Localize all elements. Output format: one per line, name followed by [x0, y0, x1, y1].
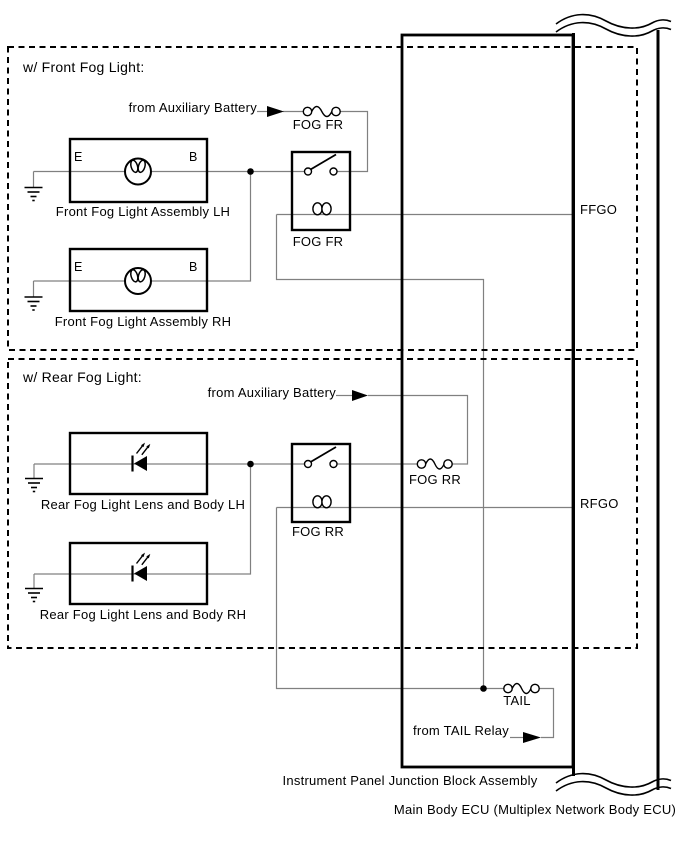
wire-front-lamp-rh: [34, 172, 251, 282]
relay-switch-icon: [305, 155, 338, 176]
flow-arrow-icon: [352, 390, 368, 401]
ecu-caption: Main Body ECU (Multiplex Network Body ECU): [393, 802, 677, 817]
front-battery-source-label: from Auxiliary Battery: [128, 100, 257, 115]
led-icon: [133, 553, 151, 582]
ecu-bottom-break-icon: [556, 774, 671, 795]
bulb-icon: [125, 159, 151, 185]
wire-front-coil-feed: [277, 215, 484, 689]
fuse-icon: [504, 684, 539, 694]
wire-tail-fuse-to-relay: [539, 689, 554, 738]
rear-section-title: w/ Rear Fog Light:: [23, 369, 142, 385]
terminal-b-label: B: [189, 150, 198, 164]
ecu-top-break-icon: [556, 15, 671, 36]
terminal-e-label: E: [74, 260, 83, 274]
fuse-icon: [417, 459, 452, 469]
rear-lamp-rh-label: Rear Fog Light Lens and Body RH: [39, 607, 247, 622]
rear-fuse-label: FOG RR: [408, 472, 462, 487]
rear-relay-label: FOG RR: [291, 524, 345, 539]
ground-icon: [25, 297, 43, 310]
ground-icon: [25, 479, 43, 492]
ffgo-terminal-label: FFGO: [580, 202, 618, 217]
wire-rear-battery-to-fuse: [368, 396, 468, 465]
front-section-title: w/ Front Fog Light:: [23, 59, 145, 75]
led-icon: [133, 443, 151, 472]
junction-block-caption: Instrument Panel Junction Block Assembly: [282, 773, 538, 788]
rear-battery-source-label: from Auxiliary Battery: [207, 385, 336, 400]
bulb-icon: [125, 268, 151, 294]
ground-icon: [25, 589, 43, 602]
tail-relay-source-label: from TAIL Relay: [413, 723, 509, 738]
front-lamp-rh-label: Front Fog Light Assembly RH: [54, 314, 232, 329]
flow-arrow-icon: [523, 732, 541, 743]
fuse-icon: [303, 107, 340, 117]
rear-lamp-lh-label: Rear Fog Light Lens and Body LH: [40, 497, 246, 512]
front-lamp-lh-label: Front Fog Light Assembly LH: [55, 204, 231, 219]
terminal-b-label: B: [189, 260, 198, 274]
front-fuse-label: FOG FR: [292, 117, 344, 132]
front-relay-label: FOG FR: [292, 234, 344, 249]
relay-switch-icon: [305, 447, 338, 468]
junction-dot: [480, 685, 487, 692]
rfgo-terminal-label: RFGO: [580, 496, 619, 511]
ground-icon: [25, 188, 43, 201]
junction-dot: [247, 168, 254, 175]
wire-rear-lamp-rh: [34, 464, 251, 574]
front-section-dashed-box: [8, 47, 637, 350]
relay-coil-icon: [313, 496, 331, 508]
flow-arrow-icon: [267, 106, 284, 117]
tail-fuse-label: TAIL: [503, 693, 531, 708]
relay-coil-icon: [313, 203, 331, 215]
terminal-e-label: E: [74, 150, 83, 164]
junction-dot: [247, 461, 254, 468]
junction-block-box: [402, 35, 573, 767]
